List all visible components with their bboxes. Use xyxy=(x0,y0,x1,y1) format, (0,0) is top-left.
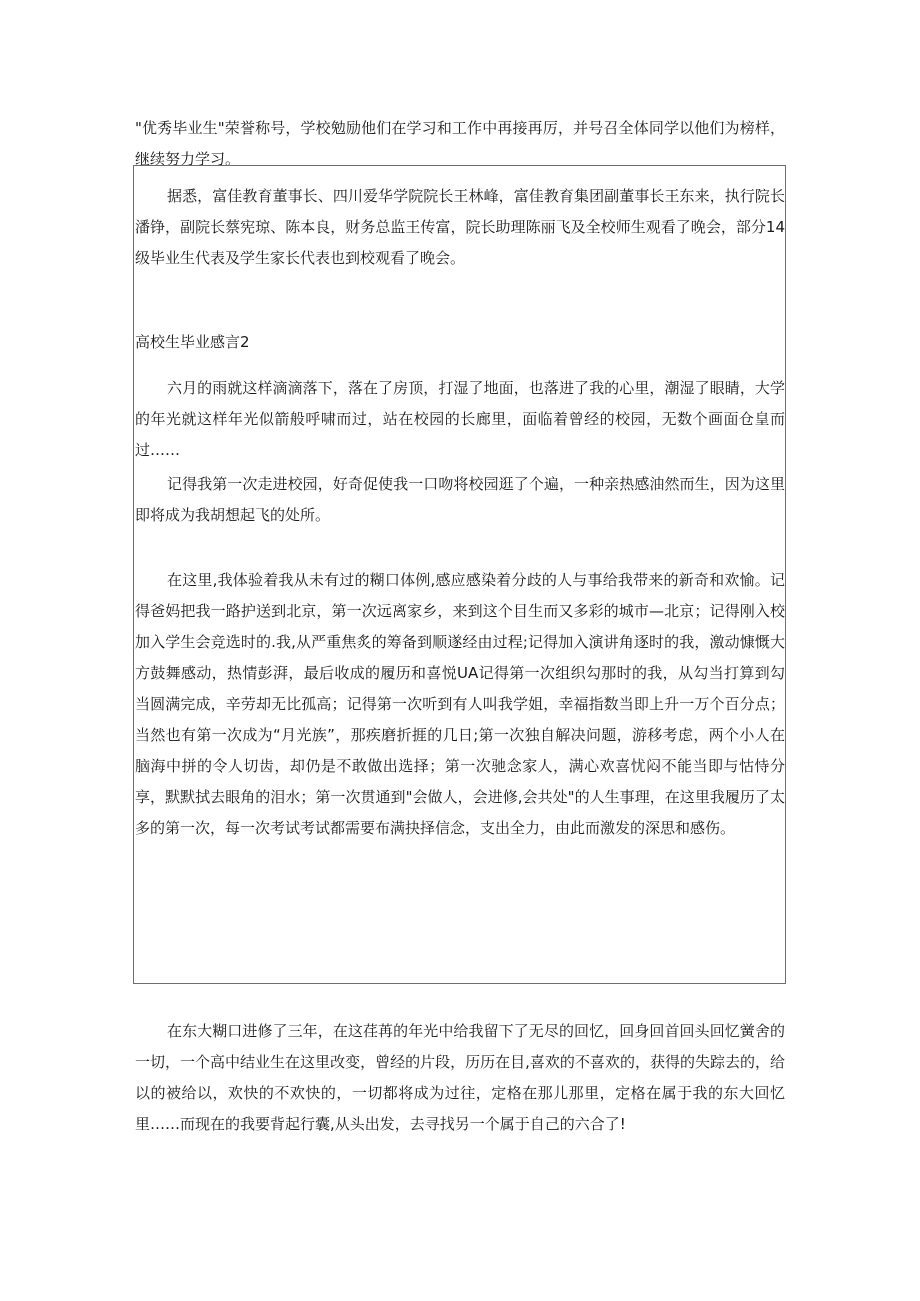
boxed-paragraph-1: 据悉，富佳教育董事长、四川爱华学院院长王林峰，富佳教育集团副董事长王东来，执行院长潘铮，副院长蔡宪琼、陈本良，财务总监王传富，院长助理陈丽飞及全校师生观看了晚会，部分14级毕业生代表及学生家长代表也到校观看了晚会。 xyxy=(135,187,785,267)
boxed-paragraph-3: 记得我第一次走进校园，好奇促使我一口吻将校园逛了个遍，一种亲热感油然而生，因为这里即将成为我胡想起飞的处所。 xyxy=(135,475,785,524)
boxed-paragraph-2: 六月的雨就这样滴滴落下，落在了房顶，打湿了地面，也落进了我的心里，潮湿了眼睛，大学的年光就这样年光似箭般呼啸而过，站在校园的长廊里，面临着曾经的校园，无数个画面仓皇而过…… xyxy=(135,379,785,459)
boxed-paragraph-4: 在这里,我体验着我从未有过的糊口体例,感应感染着分歧的人与事给我带来的新奇和欢愉。记得爸妈把我一路护送到北京，第一次远离家乡，来到这个目生而又多彩的城市—北京；记得刚入校加入学生会竞选时的.我,从严重焦炙的筹备到顺遂经由过程;记得加入演讲角逐时的我，激动慷慨大方鼓舞感动，热情彭湃，最后收成的履历和喜悦UA记得第一次组织勾那时的我，从勾当打算到勾当圆满完成，辛劳却无比孤高；记得第一次听到有人叫我学姐，幸福指数当即上升一万个百分点；当然也有第一次成为“月光族”，那疾磨折捱的几日;第一次独自解决问题，游移考虑，两个小人在脑海中拼的令人切齿，却仍是不敢做出选择；第一次驰念家人，满心欢喜忧闷不能当即与怙恃分享，默默拭去眼角的泪水；第一次贯通到"会做人，会进修,会共处"的人生事理，在这里我履历了太多的第一次，每一次考试考试都需要布满抉择信念，支出全力，由此而激发的深思和感伤。 xyxy=(135,571,785,837)
closing-paragraph: 在东大糊口进修了三年，在这荏苒的年光中给我留下了无尽的回忆，回身回首回头回忆黉舍的一切，一个高中结业生在这里改变，曾经的片段，历历在目,喜欢的不喜欢的，获得的失踪去的，给以的被给以，欢快的不欢快的，一切都将成为过往，定格在那儿那里，定格在属于我的东大回忆里……而现在的我要背起行囊,从头出发，去寻找另一个属于自己的六合了! xyxy=(135,1022,785,1133)
intro-paragraph: "优秀毕业生"荣誉称号，学校勉励他们在学习和工作中再接再厉，并号召全体同学以他们为榜样，继续努力学习。 xyxy=(135,119,785,168)
section-heading: 高校生毕业感言2 xyxy=(135,333,250,351)
